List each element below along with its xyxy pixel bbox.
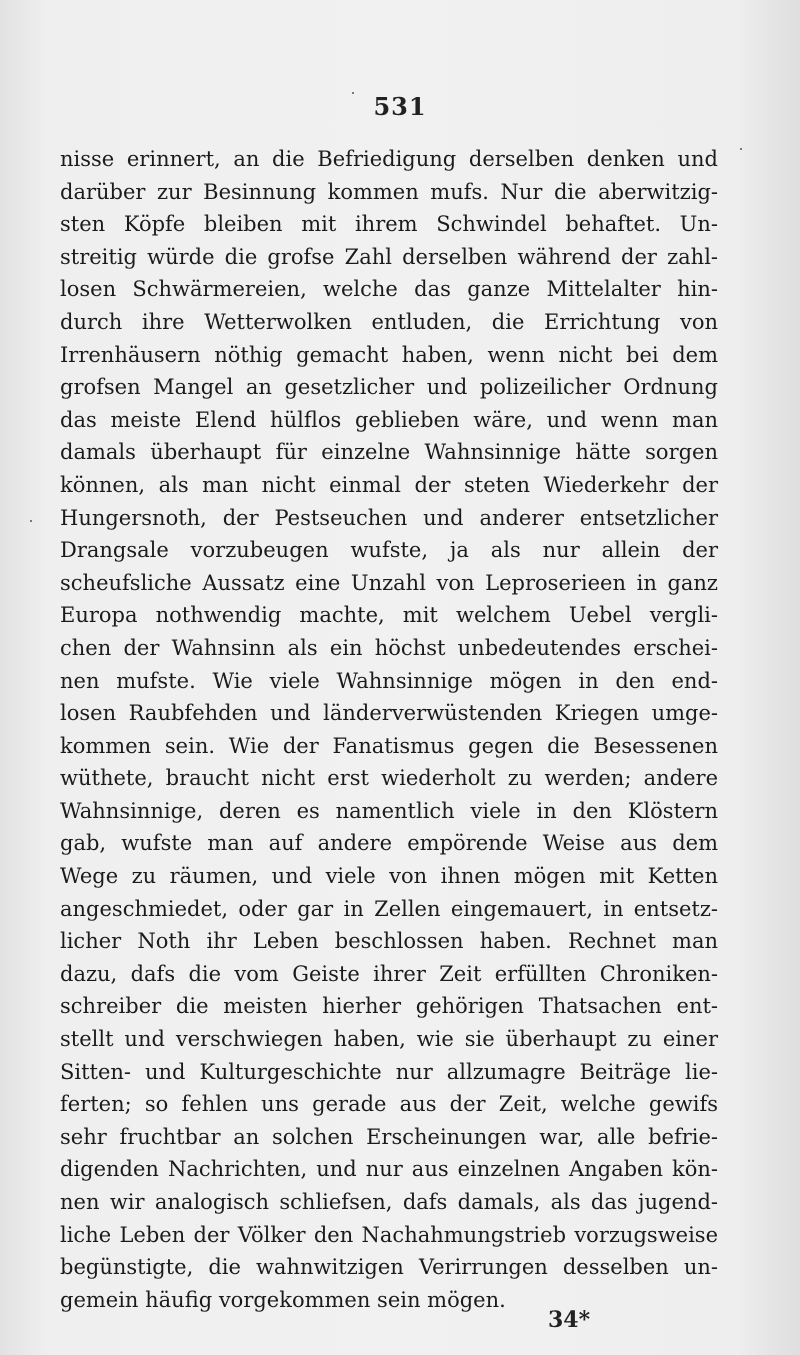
text-line: gemein häufig vorgekommen sein mögen. <box>60 1287 506 1312</box>
paper-speck <box>30 520 32 522</box>
text-line: damals überhaupt für einzelne Wahnsinnige hätte sorgen <box>60 440 718 465</box>
text-line: nen mufste. Wie viele Wahnsinnige mögen in den end- <box>60 668 718 693</box>
text-line: Wege zu räumen, und viele von ihnen mögen mit Ketten <box>60 864 718 889</box>
text-line: angeschmiedet, oder gar in Zellen eingemauert, in entsetz- <box>60 896 718 921</box>
text-line: Europa nothwendig machte, mit welchem Uebel vergli- <box>60 603 718 628</box>
text-line: schreiber die meisten hierher gehörigen Thatsachen ent- <box>60 994 718 1019</box>
text-line: losen Raubfehden und länderverwüstenden Kriegen umge- <box>60 701 718 726</box>
text-line: darüber zur Besinnung kommen mufs. Nur die aberwitzig- <box>60 179 718 204</box>
text-line: begünstigte, die wahnwitzigen Verirrungen desselben un- <box>60 1255 718 1280</box>
text-line: das meiste Elend hülflos geblieben wäre, und wenn man <box>60 407 718 432</box>
text-line: durch ihre Wetterwolken entluden, die Errichtung von <box>60 309 718 334</box>
signature-mark: 34* <box>548 1307 591 1333</box>
text-line: können, als man nicht einmal der steten Wiederkehr der <box>60 472 718 497</box>
text-line: nen wir analogisch schliefsen, dafs damals, als das jugend- <box>60 1190 718 1214</box>
page-number: 531 <box>373 92 427 121</box>
text-line: chen der Wahnsinn als ein höchst unbedeutendes erschei- <box>60 635 718 660</box>
text-line: sten Köpfe bleiben mit ihrem Schwindel behaftet. Un- <box>60 212 718 237</box>
text-line: scheufsliche Aussatz eine Unzahl von Leproserieen in ganz <box>60 570 718 595</box>
text-line: kommen sein. Wie der Fanatismus gegen die Besessenen <box>60 733 718 758</box>
text-line: liche Leben der Völker den Nachahmungstrieb vorzugsweise <box>60 1222 718 1247</box>
text-line: grofsen Mangel an gesetzlicher und polizeilicher Ordnung <box>60 375 718 400</box>
paper-speck <box>740 148 742 150</box>
text-line: gab, wufste man auf andere empörende Weise aus dem <box>60 831 718 856</box>
body-text <box>60 143 718 1316</box>
text-line: Sitten- und Kulturgeschichte nur allzumagre Beiträge lie- <box>60 1059 718 1084</box>
text-line: Drangsale vorzubeugen wufste, ja als nur allein der <box>60 538 718 563</box>
text-line: Irrenhäusern nöthig gemacht haben, wenn nicht bei dem <box>60 342 718 367</box>
text-line: Hungersnoth, der Pestseuchen und anderer entsetzlicher <box>60 505 718 530</box>
text-line: licher Noth ihr Leben beschlossen haben. Rechnet man <box>60 929 718 954</box>
paper-speck <box>352 92 354 94</box>
text-line: streitig würde die grofse Zahl derselben während der zahl- <box>60 244 718 269</box>
text-line: ferten; so fehlen uns gerade aus der Zeit, welche gewifs <box>60 1092 718 1117</box>
text-line: dazu, dafs die vom Geiste ihrer Zeit erfüllten Chroniken- <box>60 961 718 986</box>
text-line: sehr fruchtbar an solchen Erscheinungen war, alle befrie- <box>60 1124 718 1149</box>
text-line: stellt und verschwiegen haben, wie sie überhaupt zu einer <box>60 1027 718 1052</box>
text-line: wüthete, braucht nicht erst wiederholt zu werden; andere <box>60 766 718 791</box>
text-line: losen Schwärmereien, welche das ganze Mittelalter hin- <box>60 277 718 302</box>
text-line: nisse erinnert, an die Befriedigung derselben denken und <box>60 147 718 171</box>
text-line: Wahnsinnige, deren es namentlich viele in den Klöstern <box>60 798 718 823</box>
text-line: digenden Nachrichten, und nur aus einzelnen Angaben kön- <box>60 1157 718 1182</box>
